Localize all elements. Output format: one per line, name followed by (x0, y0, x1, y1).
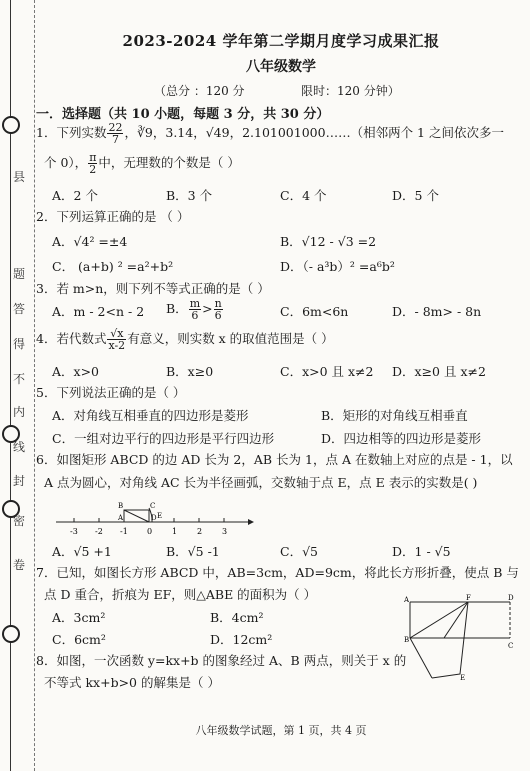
margin-char: 答 (13, 302, 26, 316)
q7-option-a[interactable]: A．3cm² (52, 610, 106, 625)
svg-text:D: D (508, 594, 514, 602)
binding-hole (2, 116, 20, 134)
fraction: $\frac{\pi}{2}$ (89, 151, 97, 176)
margin-char: 线 (13, 440, 26, 454)
question-4-stem: 4．若代数式 $\frac{√x}{x-2}$ 有意义，则实数 x 的取值范围是（ ） (36, 327, 334, 352)
svg-text:C: C (150, 502, 156, 510)
margin-char: 密 (13, 514, 26, 528)
svg-text:E: E (157, 512, 163, 520)
q5-option-b[interactable]: B．矩形的对角线互相垂直 (321, 408, 468, 423)
folded-rectangle-figure (404, 594, 516, 684)
q4-option-b[interactable]: B．x≥0 (166, 364, 214, 379)
q1-option-a[interactable]: A．2 个 (52, 188, 98, 203)
page-title: 2023-2024 学年第二学期月度学习成果汇报 (122, 32, 440, 50)
number-line-figure (54, 496, 254, 536)
q6-option-d[interactable]: D．1 - √5 (392, 544, 451, 559)
question-1-stem: 1．下列实数 $\frac{22}{7}$ ，∛9，3.14，√49，2.101001000……（相邻两个 1 之间依次多一 (36, 121, 504, 146)
page-footer: 八年级数学试题，第 1 页，共 4 页 (195, 724, 367, 737)
q3-option-b[interactable]: B． $\frac{m}{6}$ > $\frac{n}{6}$ (166, 297, 222, 322)
margin-char: 卷 (13, 558, 26, 572)
svg-text:D: D (151, 514, 157, 522)
margin-char: 县 (13, 170, 26, 184)
question-3-stem: 3．若 m>n，则下列不等式正确的是（ ） (36, 281, 270, 296)
svg-text:F: F (466, 594, 471, 602)
margin-char: 内 (13, 405, 26, 419)
q4-option-c[interactable]: C．x>0 且 x≠2 (280, 364, 374, 379)
q2-option-d[interactable]: D．（- a³b）² =a⁶b² (280, 259, 395, 274)
q2-option-b[interactable]: B．√12 - √3 =2 (280, 234, 377, 249)
binding-hole (2, 625, 20, 643)
svg-text:A: A (118, 514, 124, 522)
tick-label: 2 (197, 527, 203, 536)
q3-option-d[interactable]: D．- 8m> - 8n (392, 304, 482, 319)
exam-page (36, 0, 526, 771)
question-7-line2: 点 D 重合，折痕为 EF，则△ABE 的面积为（ ） (44, 587, 317, 602)
margin-char: 不 (13, 372, 26, 386)
q7-option-b[interactable]: B．4cm² (210, 610, 264, 625)
tick-label: -2 (95, 527, 103, 536)
svg-text:E: E (460, 674, 466, 682)
question-1-stem-cont: 个 0）， $\frac{\pi}{2}$ 中，无理数的个数是（ ） (44, 151, 240, 176)
tick-label: 1 (172, 527, 178, 536)
q5-option-c[interactable]: C．一组对边平行的四边形是平行四边形 (52, 431, 275, 446)
svg-text:B: B (404, 636, 410, 644)
margin-char: 题 (13, 267, 26, 281)
q5-option-a[interactable]: A．对角线互相垂直的四边形是菱形 (52, 408, 249, 423)
q7-option-d[interactable]: D．12cm² (210, 632, 273, 647)
question-7-line1: 7．已知，如图长方形 ABCD 中，AB=3cm，AD=9cm，将此长方形折叠，使点 B 与 (36, 565, 519, 580)
binding-margin (0, 0, 35, 771)
q1-option-c[interactable]: C．4 个 (280, 188, 327, 203)
q6-option-b[interactable]: B．√5 -1 (166, 544, 220, 559)
tick-label: -3 (70, 527, 78, 536)
time-limit: 限时：120 分钟） (301, 84, 400, 98)
q6-option-a[interactable]: A．√5 +1 (52, 544, 112, 559)
q2-option-c[interactable]: C． (a+b) ² =a²+b² (52, 259, 174, 274)
question-8-line1: 8．如图，一次函数 y=kx+b 的图象经过 A、B 两点，则关于 x 的 (36, 653, 407, 668)
margin-char: 封 (13, 474, 26, 488)
section-heading: 一．选择题（共 10 小题，每题 3 分，共 30 分） (36, 107, 330, 122)
tick-label: -1 (120, 527, 128, 536)
page-subtitle: 八年级数学 (246, 59, 316, 75)
fraction: $\frac{√x}{x-2}$ (108, 327, 126, 352)
question-2-stem: 2．下列运算正确的是 （ ） (36, 209, 190, 224)
q1-option-b[interactable]: B．3 个 (166, 188, 213, 203)
q3-option-a[interactable]: A．m - 2<n - 2 (52, 304, 145, 319)
q6-option-c[interactable]: C．√5 (280, 544, 318, 559)
tick-label: 3 (222, 527, 228, 536)
question-6-line2: A 点为圆心，对角线 AC 长为半径画弧，交数轴于点 E，点 E 表示的实数是( ) (44, 475, 478, 490)
q2-option-a[interactable]: A．√4² =±4 (52, 234, 128, 249)
q3-option-c[interactable]: C．6m<6n (280, 304, 349, 319)
svg-text:C: C (508, 642, 514, 650)
q7-option-c[interactable]: C．6cm² (52, 632, 106, 647)
svg-text:A: A (404, 596, 410, 604)
fraction: $\frac{22}{7}$ (108, 121, 123, 146)
question-5-stem: 5．下列说法正确的是（ ） (36, 385, 186, 400)
question-6-line1: 6．如图矩形 ABCD 的边 AD 长为 2，AB 长为 1，点 A 在数轴上对应的点是 - 1，以 (36, 452, 513, 467)
total-score: （总分 ：120 分 (154, 84, 245, 98)
q4-option-d[interactable]: D．x≥0 且 x≠2 (392, 364, 486, 379)
margin-char: 得 (13, 337, 26, 351)
svg-text:B: B (118, 502, 124, 510)
tick-label: 0 (147, 527, 153, 536)
question-8-line2: 不等式 kx+b>0 的解集是（ ） (44, 675, 220, 690)
q1-option-d[interactable]: D．5 个 (392, 188, 439, 203)
q4-option-a[interactable]: A．x>0 (52, 364, 100, 379)
q5-option-d[interactable]: D．四边相等的四边形是菱形 (321, 431, 482, 446)
